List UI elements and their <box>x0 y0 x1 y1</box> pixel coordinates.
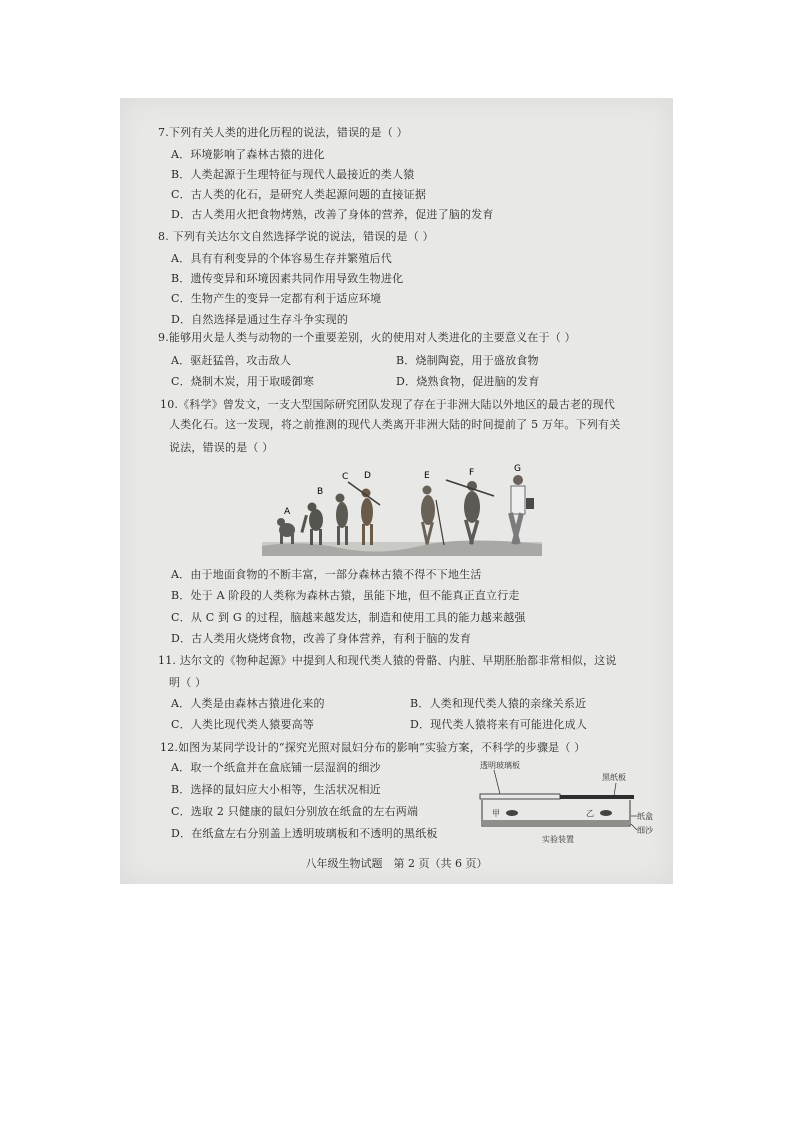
label-e: E <box>424 471 430 481</box>
label-a: A <box>284 507 291 517</box>
apparatus-caption: 实验装置 <box>542 835 574 844</box>
q8-option-a: A．具有有利变异的个体容易生存并繁殖后代 <box>171 252 392 265</box>
evolution-stage-b-figure <box>300 503 323 546</box>
q9-option-b: B．烧制陶瓷，用于盛放食物 <box>396 354 539 367</box>
evolution-stage-g-figure <box>508 475 534 545</box>
page-footer: 八年级生物试题 第 2 页（共 6 页） <box>305 857 488 870</box>
q7-option-d: D．古人类用火把食物烤熟，改善了身体的营养，促进了脑的发育 <box>171 208 494 221</box>
glass-plate-label: 透明玻璃板 <box>480 761 520 770</box>
q11-option-a: A．人类是由森林古猿进化来的 <box>171 697 325 710</box>
q10-option-c: C．从 C 到 G 的过程，脑越来越发达，制造和使用工具的能力越来越强 <box>171 611 526 624</box>
q8-stem: 8. 下列有关达尔文自然选择学说的说法，错误的是（ ） <box>158 230 434 243</box>
glass-plate <box>480 794 560 799</box>
q12-option-a: A．取一个纸盒并在盒底铺一层湿润的细沙 <box>171 761 381 774</box>
evolution-stage-e-figure <box>421 486 444 546</box>
q8-option-b: B．遗传变异和环境因素共同作用导致生物进化 <box>171 272 404 285</box>
q12-option-d: D．在纸盒左右分别盖上透明玻璃板和不透明的黑纸板 <box>171 827 438 840</box>
right-label: 乙 <box>586 809 594 818</box>
q11-stem-line-2: 明（ ） <box>169 676 207 689</box>
sand-label: 细沙 <box>637 826 653 835</box>
label-d: D <box>364 471 371 481</box>
q11-option-c: C．人类比现代类人猿要高等 <box>171 718 315 731</box>
q11-option-b: B．人类和现代类人猿的亲缘关系近 <box>410 697 587 710</box>
label-b: B <box>317 487 324 497</box>
label-c: C <box>342 472 349 482</box>
black-paper-label: 黑纸板 <box>602 773 626 782</box>
q9-option-d: D．烧熟食物，促进脑的发育 <box>396 375 540 388</box>
black-paper-board <box>560 795 634 799</box>
q7-stem: 7.下列有关人类的进化历程的说法，错误的是（ ） <box>158 126 408 139</box>
q7-option-a: A．环境影响了森林古猿的进化 <box>171 148 325 161</box>
sand-layer <box>483 820 629 825</box>
q12-option-b: B．选择的鼠妇应大小相等，生活状况相近 <box>171 783 381 796</box>
label-f: F <box>469 468 475 478</box>
box-label: 纸盒 <box>637 812 653 821</box>
evolution-stage-a-figure <box>277 518 295 544</box>
q9-option-c: C．烧制木炭，用于取暖御寒 <box>171 375 315 388</box>
q8-option-c: C．生物产生的变异一定都有利于适应环境 <box>171 292 382 305</box>
q10-option-d: D．古人类用火烧烤食物，改善了身体营养，有利于脑的发育 <box>171 632 472 645</box>
q11-stem-line-1: 11. 达尔文的《物种起源》中提到人和现代类人猿的骨骼、内脏、早期胚胎都非常相似，这说 <box>158 654 617 667</box>
q12-option-c: C．选取 2 只健康的鼠妇分别放在纸盒的左右两端 <box>171 805 419 818</box>
evolution-stage-d-figure <box>348 482 380 545</box>
q7-option-b: B．人类起源于生理特征与现代人最接近的类人猿 <box>171 168 415 181</box>
q10-option-b: B．处于 A 阶段的人类称为森林古猿，虽能下地，但不能真正直立行走 <box>171 589 520 602</box>
woodlouse-right-icon <box>600 810 612 816</box>
q12-stem: 12.如图为某同学设计的“探究光照对鼠妇分布的影响”实验方案，不科学的步骤是（ ） <box>160 741 586 754</box>
left-label: 甲 <box>492 809 500 818</box>
q7-option-c: C．古人类的化石，是研究人类起源问题的直接证据 <box>171 188 427 201</box>
q10-stem-line-2: 人类化石。这一发现，将之前推测的现代人类离开非洲大陆的时间提前了 5 万年。下列有关 <box>169 418 621 431</box>
label-g: G <box>514 464 521 474</box>
q11-option-d: D．现代类人猿将来有可能进化成人 <box>410 718 588 731</box>
evolution-stage-f-figure <box>446 480 494 545</box>
human-evolution-figure <box>260 460 544 560</box>
q8-option-d: D．自然选择是通过生存斗争实现的 <box>171 313 349 326</box>
experiment-apparatus-figure <box>474 758 664 850</box>
woodlouse-left-icon <box>506 810 518 816</box>
q10-stem-line-1: 10.《科学》曾发文，一支大型国际研究团队发现了存在于非洲大陆以外地区的最古老的现代 <box>160 398 615 411</box>
q9-option-a: A．驱赶猛兽，攻击敌人 <box>171 354 292 367</box>
q10-stem-line-3: 说法，错误的是（ ） <box>169 441 274 454</box>
q9-stem: 9.能够用火是人类与动物的一个重要差别，火的使用对人类进化的主要意义在于（ ） <box>158 331 576 344</box>
q10-option-a: A．由于地面食物的不断丰富，一部分森林古猿不得不下地生活 <box>171 568 482 581</box>
evolution-stage-c-figure <box>336 494 349 546</box>
